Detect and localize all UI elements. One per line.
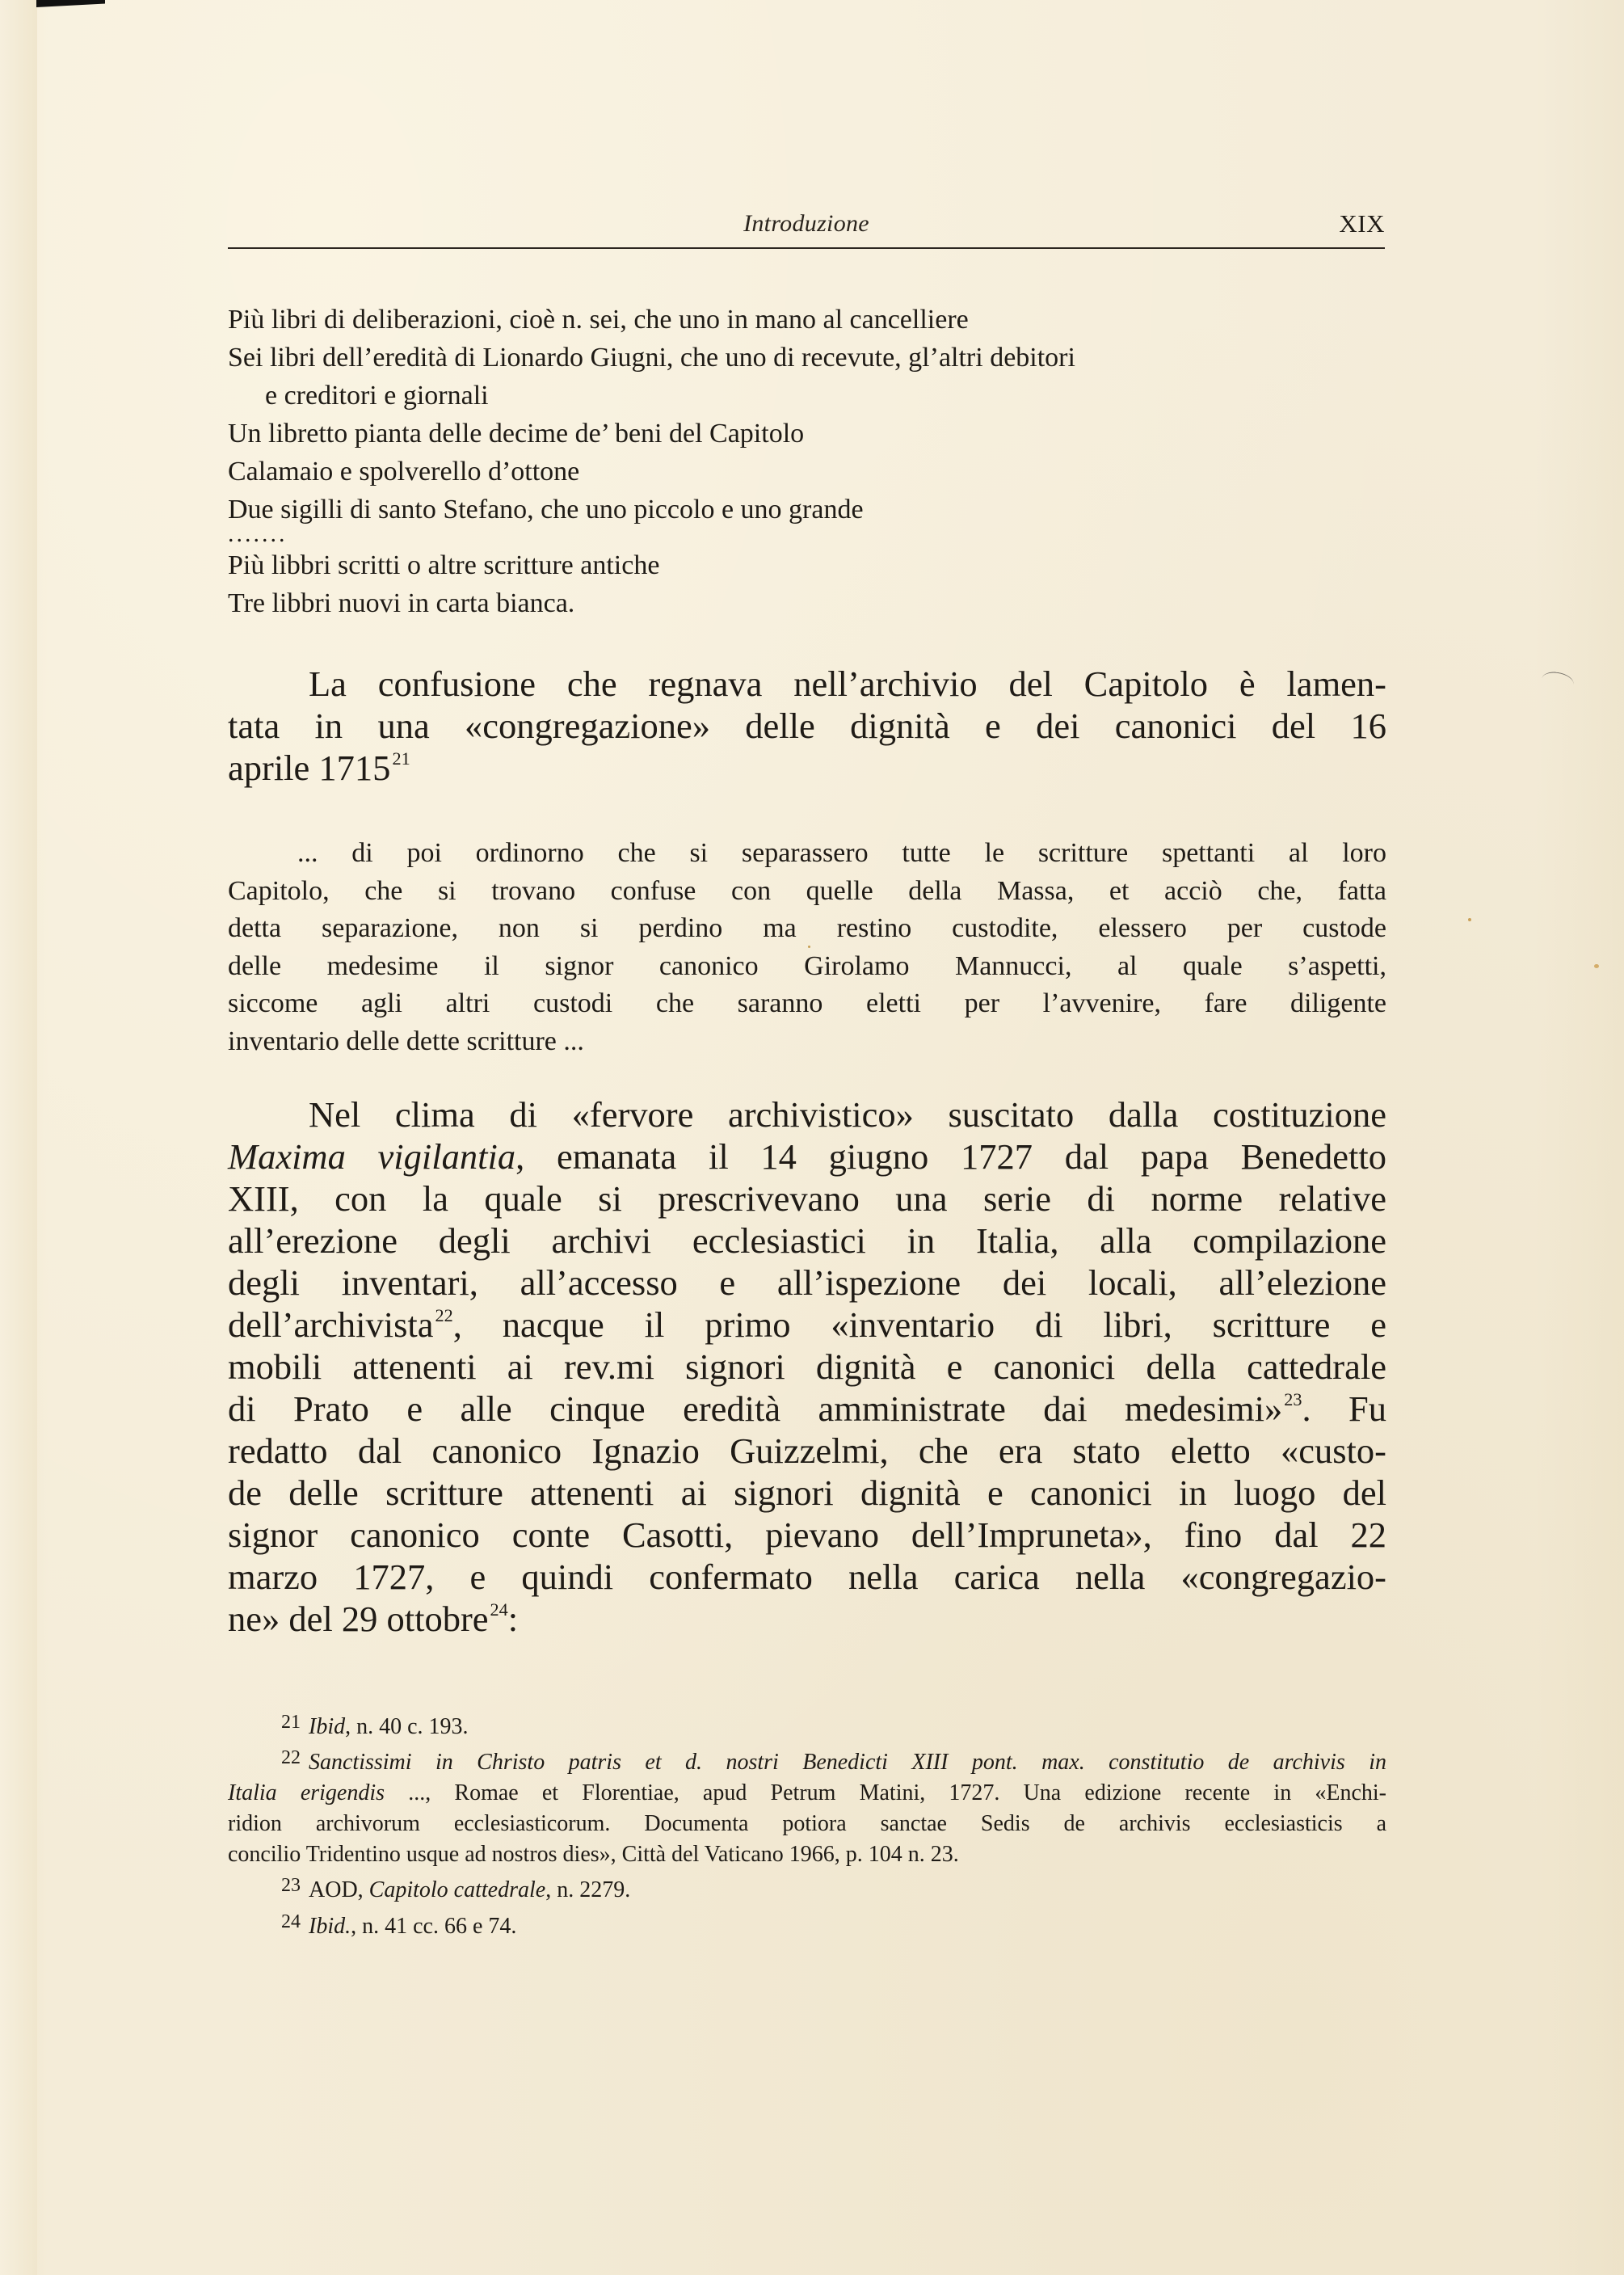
inventory-list xyxy=(228,301,1386,622)
quote-line: inventario delle dette scritture ... xyxy=(228,1026,584,1056)
paragraph-text: , emanata il 14 giugno 1727 dal papa Benedetto xyxy=(515,1136,1386,1177)
block-quote xyxy=(228,835,1386,1061)
inventory-item: Sei libri dell’eredità di Lionardo Giugni, che uno di recevute, gl’altri debitori xyxy=(228,343,1075,373)
footnote-23 xyxy=(228,1870,1386,1906)
paragraph-line: signor canonico conte Casotti, pievano dell’Impruneta», fino dal 22 xyxy=(228,1515,1386,1555)
paragraph-text: ne» del 29 ottobre xyxy=(228,1599,489,1639)
footnote-number: 21 xyxy=(281,1712,301,1733)
header-rule xyxy=(228,247,1385,249)
paragraph-line: redatto dal canonico Ignazio Guizzelmi, che era stato eletto «custo- xyxy=(228,1430,1386,1471)
quote-line: delle medesime il signor canonico Girolamo Mannucci, al quale s’aspetti, xyxy=(228,950,1386,981)
body-paragraph-1 xyxy=(228,663,1386,789)
paragraph-line: marzo 1727, e quindi confermato nella carica nella «congregazio- xyxy=(228,1557,1386,1597)
scan-corner-mark xyxy=(36,0,105,7)
footnote-ref-24[interactable]: 24 xyxy=(490,1599,508,1620)
footnote-ref-23[interactable]: 23 xyxy=(1284,1389,1302,1410)
footnote-line xyxy=(228,1707,1386,1742)
footnote-text: , n. 40 c. 193. xyxy=(345,1714,469,1740)
footnote-number: 24 xyxy=(281,1911,301,1932)
footnote-line xyxy=(228,1870,1386,1906)
footnote-italic: Capitolo cattedrale xyxy=(368,1877,546,1903)
inventory-item: Tre libbri nuovi in carta bianca. xyxy=(228,588,575,618)
running-title: Introduzione xyxy=(743,210,869,237)
omission-dots: ....... xyxy=(228,520,288,547)
paragraph-text: dell’archivista xyxy=(228,1304,434,1345)
running-head xyxy=(228,204,1385,244)
scan-hair-artifact xyxy=(1541,670,1576,693)
paper-speck xyxy=(1594,964,1599,968)
paragraph-text: aprile 1715 xyxy=(228,748,391,788)
paragraph-text: : xyxy=(507,1599,519,1639)
quote-line: ... di poi ordinorno che si separassero tutte le scritture spettanti al loro xyxy=(297,838,1386,868)
footnote-number: 23 xyxy=(281,1875,301,1897)
paragraph-line: XIII, con la quale si prescrivevano una serie di norme relative xyxy=(228,1178,1386,1219)
footnote-line: concilio Tridentino usque ad nostros dies», Città del Vaticano 1966, p. 104 n. 23. xyxy=(228,1842,959,1868)
footnote-italic: Italia erigendis xyxy=(228,1780,385,1806)
footnote-line xyxy=(228,1778,1386,1809)
paragraph-line: de delle scritture attenenti ai signori dignità e canonici in luogo del xyxy=(228,1472,1386,1513)
footnote-text: ..., Romae et Florentiae, apud Petrum Matini, 1727. Una edizione recente in «Enchi- xyxy=(385,1780,1386,1806)
quote-line: Capitolo, che si trovano confuse con quelle della Massa, et acciò che, fatta xyxy=(228,875,1386,906)
footnote-ref-21[interactable]: 21 xyxy=(392,748,410,769)
paragraph-text: di Prato e alle cinque eredità amministrate dai medesimi» xyxy=(228,1388,1283,1429)
paragraph-line xyxy=(228,1388,1386,1430)
paragraph-line xyxy=(228,1598,1386,1640)
paragraph-text: . Fu xyxy=(1302,1388,1387,1429)
paragraph-line: tata in una «congregazione» delle dignità e dei canonici del 16 xyxy=(228,706,1386,746)
paragraph-line xyxy=(228,1135,1386,1178)
paragraph-text: , nacque il primo «inventario di libri, scritture e xyxy=(452,1304,1386,1345)
footnote-text: , n. 41 cc. 66 e 74. xyxy=(351,1913,517,1939)
footnote-italic: Sanctissimi in Christo patris et d. nostri Benedicti XIII pont. max. constitutio de archivis in xyxy=(309,1750,1386,1776)
body-paragraph-2 xyxy=(228,1093,1386,1640)
paragraph-line: Nel clima di «fervore archivistico» suscitato dalla costituzione xyxy=(309,1094,1386,1135)
quote-line: detta separazione, non si perdino ma restino custodite, elessero per custode xyxy=(228,913,1386,944)
footnote-text: , n. 2279. xyxy=(545,1877,631,1903)
page-gutter-shadow xyxy=(0,0,37,2275)
paragraph-line: all’erezione degli archivi ecclesiastici in Italia, alla compilazione xyxy=(228,1220,1386,1261)
inventory-item: Un libretto pianta delle decime de’ beni del Capitolo xyxy=(228,419,805,449)
inventory-item: Calamaio e spolverello d’ottone xyxy=(228,457,580,487)
footnote-24 xyxy=(228,1906,1386,1942)
quote-line: siccome agli altri custodi che saranno eletti per l’avvenire, fare diligente xyxy=(228,988,1386,1019)
footnote-22 xyxy=(228,1742,1386,1870)
paragraph-line: degli inventari, all’accesso e all’ispezione dei locali, all’elezione xyxy=(228,1262,1386,1303)
footnote-ref-22[interactable]: 22 xyxy=(435,1305,453,1326)
footnote-number: 22 xyxy=(281,1747,301,1769)
inventory-item: Due sigilli di santo Stefano, che uno piccolo e uno grande xyxy=(228,495,864,525)
paragraph-line xyxy=(228,1304,1386,1346)
paragraph-line xyxy=(228,747,1386,789)
footnotes xyxy=(228,1707,1386,1942)
footnote-text: AOD, xyxy=(309,1877,369,1903)
footnote-line: ridion archivorum ecclesiasticorum. Documenta potiora sanctae Sedis de archivis ecclesiasticis a xyxy=(228,1811,1386,1837)
inventory-item-continuation: e creditori e giornali xyxy=(265,381,489,411)
page-number: XIX xyxy=(1339,209,1385,238)
paragraph-line: mobili attenenti ai rev.mi signori dignità e canonici della cattedrale xyxy=(228,1346,1386,1387)
footnote-line xyxy=(228,1906,1386,1942)
footnote-line xyxy=(228,1742,1386,1778)
footnote-italic: Ibid. xyxy=(309,1913,351,1939)
inventory-item: Più libri di deliberazioni, cioè n. sei, che uno in mano al cancelliere xyxy=(228,305,969,335)
footnote-21 xyxy=(228,1707,1386,1742)
paragraph-line: La confusione che regnava nell’archivio del Capitolo è lamen- xyxy=(309,664,1386,704)
footnote-italic: Ibid xyxy=(309,1714,346,1740)
italic-title: Maxima vigilantia xyxy=(228,1136,516,1177)
inventory-item: Più libbri scritti o altre scritture antiche xyxy=(228,550,660,580)
paper-speck xyxy=(1468,918,1471,921)
